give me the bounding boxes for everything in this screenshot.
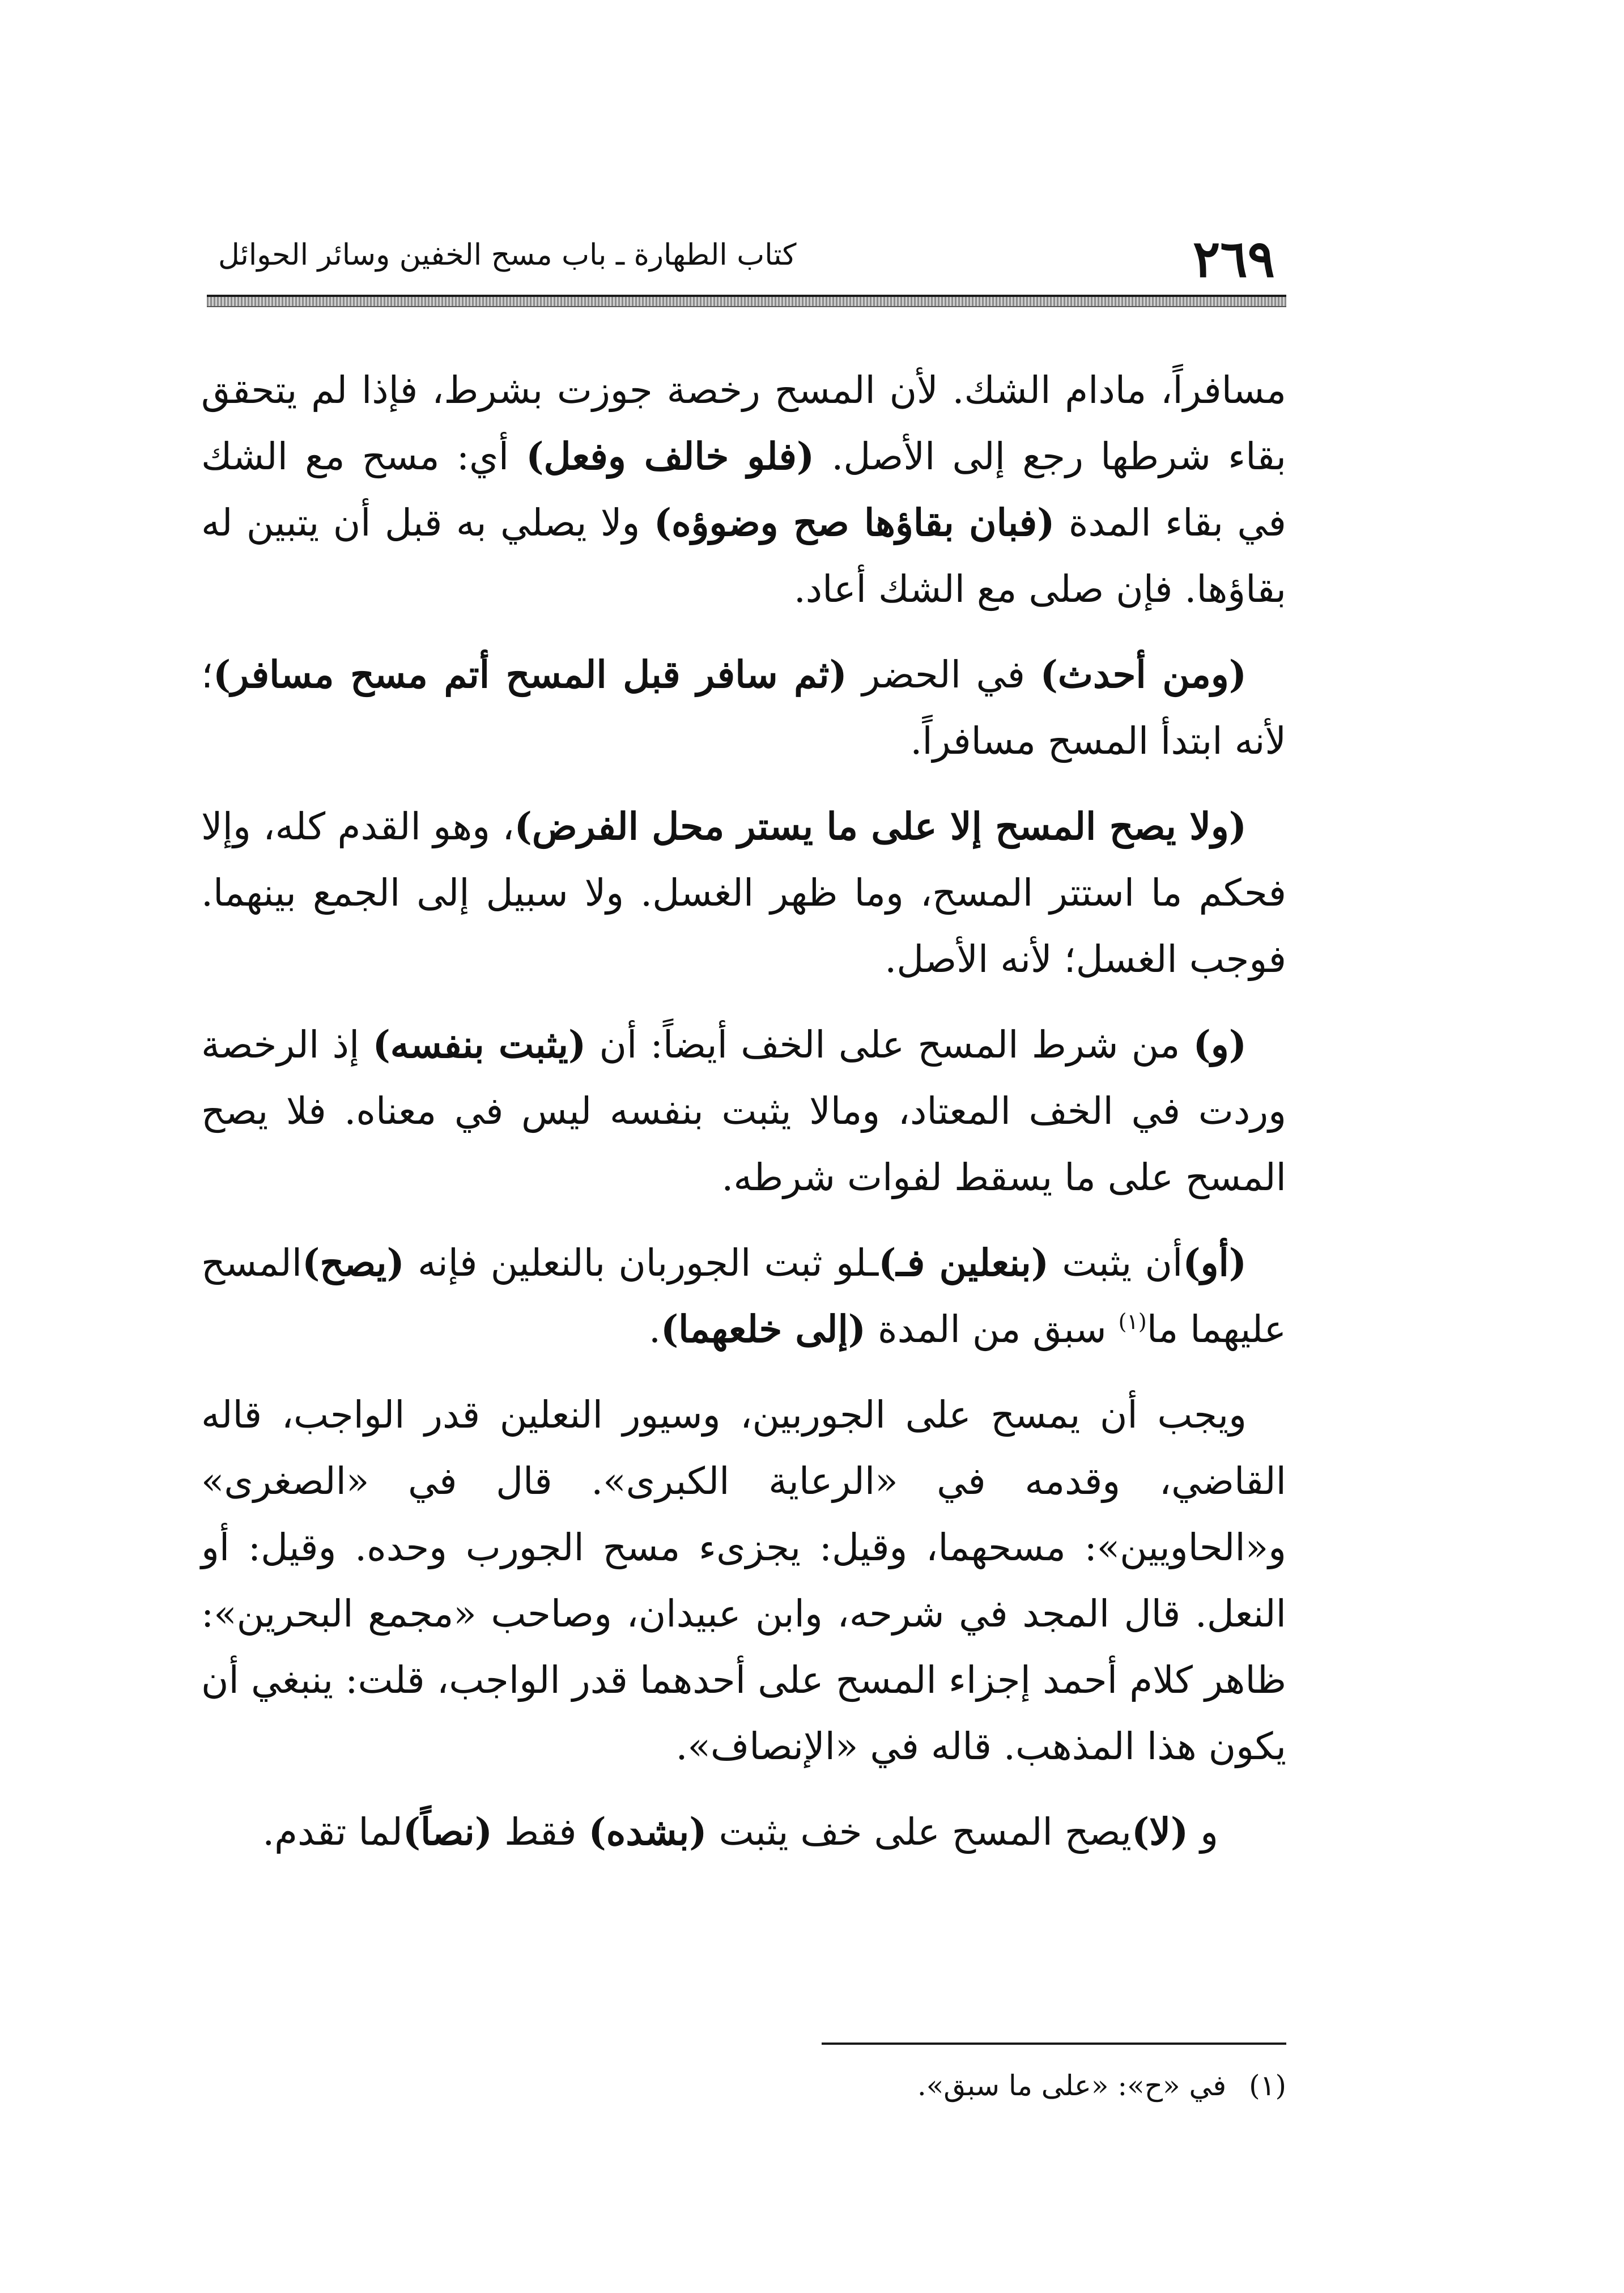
text-run: المسح عليهما ما xyxy=(201,1241,1286,1351)
text-run: إذ الرخصة وردت في الخف المعتاد، ومالا يثبت بنفسه ليس في معناه. فلا يصح المسح على ما يسقط لفوات شرطه. xyxy=(201,1023,1286,1199)
text-run: . xyxy=(648,1307,661,1351)
running-header-title: كتاب الطهارة ـ باب مسح الخفين وسائر الحوائل xyxy=(218,238,797,272)
matn-quote: (فلو خالف وفعل) xyxy=(526,434,815,478)
matn-quote: (بنعلين فـ) xyxy=(878,1241,1049,1285)
text-run: فقط xyxy=(492,1810,589,1854)
text-run: ولا يصلي به قبل أن يتبين له بقاؤها. فإن صلى مع الشك أعاد. xyxy=(201,501,1286,611)
footnote-text: في «ح»: «على ما سبق». xyxy=(917,2069,1227,2102)
matn-quote: (نصاً) xyxy=(402,1810,492,1854)
matn-quote: (إلى خلعهما) xyxy=(660,1307,866,1351)
text-run: أي: مسح مع الشك في بقاء المدة xyxy=(201,435,1286,545)
footnote-divider xyxy=(822,2043,1286,2045)
footnote-reference: (١) xyxy=(1118,1309,1147,1334)
paragraph-1 xyxy=(201,357,1286,622)
paragraph-7 xyxy=(201,1799,1286,1865)
text-run: أن يثبت xyxy=(1048,1241,1183,1285)
text-run: في الحضر xyxy=(847,653,1040,697)
text-run: ؛ لأنه ابتدأ المسح مسافراً. xyxy=(201,653,1286,763)
matn-quote: (ولا يصح المسح إلا على ما يستر محل الفرض) xyxy=(514,804,1247,848)
paragraph-5 xyxy=(201,1230,1286,1362)
paragraph-6: ويجب أن يمسح على الجوربين، وسيور النعلين قدر الواجب، قاله القاضي، وقدمه في «الرعاية الكبرى». قال في «الصغرى» و«الحاويين»: مسحهما، وقيل: يجزىء مسح الجورب وحده. وقيل: أو النعل. قال المجد في شرحه، وابن عبيدان، وصاحب «مجمع البحرين»: ظاهر كلام أحمد إجزاء المسح على أحدهما قدر الواجب، قلت: ينبغي أن يكون هذا المذهب. قاله في «الإنصاف». xyxy=(201,1393,1286,1768)
page-number: ٢٦٩ xyxy=(1192,229,1275,289)
text-run: يصح المسح على خف يثبت xyxy=(707,1810,1132,1854)
matn-quote: (و) xyxy=(1193,1022,1247,1067)
matn-quote: (يثبت بنفسه) xyxy=(372,1022,586,1067)
body-text xyxy=(201,357,1286,1884)
text-run: مسافراً، مادام الشك. لأن المسح رخصة جوزت بشرط، فإذا لم يتحقق بقاء شرطها رجع إلى الأصل. xyxy=(201,368,1286,478)
header-divider xyxy=(207,295,1286,307)
matn-quote: (لا) xyxy=(1132,1810,1189,1854)
matn-quote: (بشده) xyxy=(588,1810,707,1854)
matn-quote: (فبان بقاؤها صح وضوؤه) xyxy=(653,500,1055,545)
matn-quote: (أو) xyxy=(1183,1241,1247,1285)
paragraph-4 xyxy=(201,1012,1286,1211)
footnote-number: (١) xyxy=(1249,2069,1286,2102)
text-run: من شرط المسح على الخف أيضاً: أن xyxy=(586,1023,1193,1067)
matn-quote: (ثم سافر قبل المسح أتم مسح مسافر) xyxy=(212,652,847,697)
footnote xyxy=(680,2063,1286,2108)
matn-quote: (يصح) xyxy=(302,1241,405,1285)
text-run: ، وهو القدم كله، وإلا فحكم ما استتر المسح، وما ظهر الغسل. ولا سبيل إلى الجمع بينهما. فوجب الغسل؛ لأنه الأصل. xyxy=(201,805,1286,981)
paragraph-2 xyxy=(201,642,1286,774)
paragraph-3 xyxy=(201,793,1286,992)
text-run: سبق من المدة xyxy=(866,1307,1119,1351)
text-run: لما تقدم. xyxy=(262,1810,403,1854)
running-header xyxy=(207,227,1286,295)
text-run: و xyxy=(1188,1810,1218,1854)
matn-quote: (ومن أحدث) xyxy=(1040,652,1247,697)
text-run: ـلو ثبت الجوربان بالنعلين فإنه xyxy=(404,1241,879,1285)
